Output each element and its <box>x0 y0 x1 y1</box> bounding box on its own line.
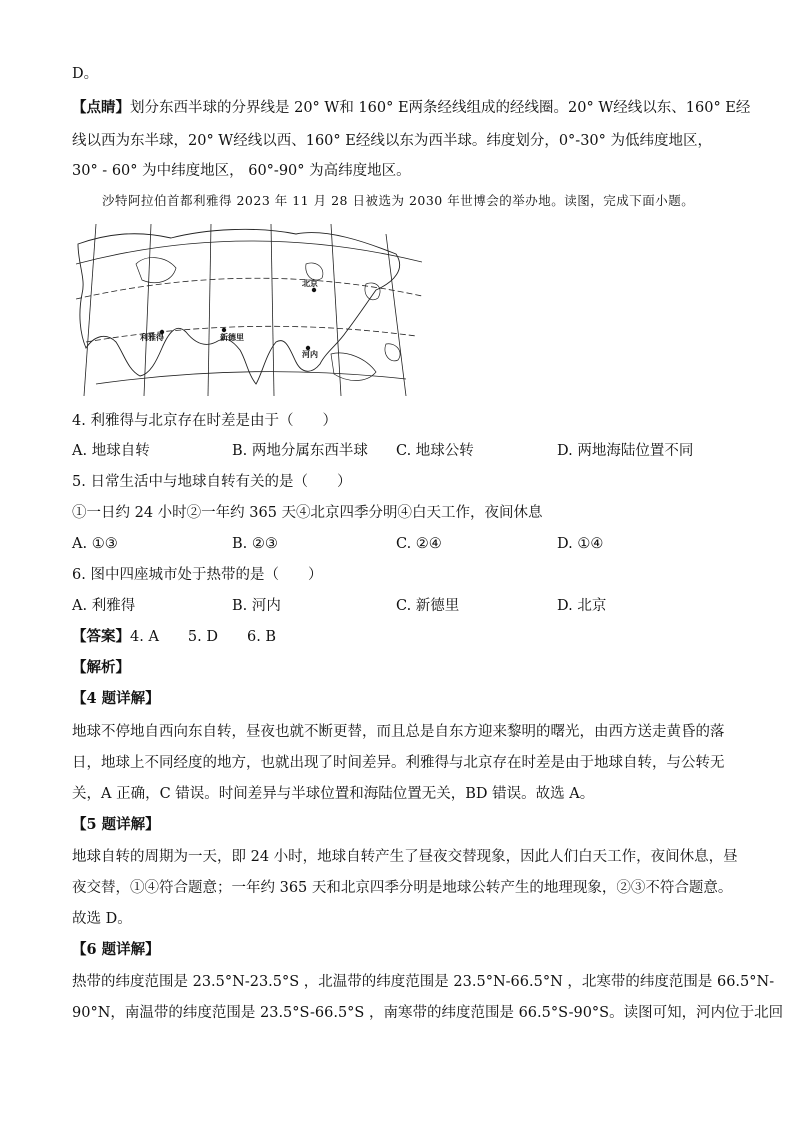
detail-6-line-2: 90°N，南温带的纬度范围是 23.5°S-66.5°S ，南寒带的纬度范围是 66.5°S-90°S。读图可知，河内位于北回 <box>72 1005 784 1021</box>
hanoi-label: 河内 <box>302 350 318 359</box>
q4-option-c: C. 地球公转 <box>396 443 474 459</box>
detail-6-title: 【6 题详解】 <box>72 941 160 958</box>
answer-tag: 【答案】 <box>72 628 130 645</box>
detail-4-title: 【4 题详解】 <box>72 690 160 707</box>
detail-4-line-3: 关，A 正确，C 错误。时间差异与半球位置和海陆位置无关，BD 错误。故选 A。 <box>72 786 595 802</box>
beijing-label: 北京 <box>302 279 318 288</box>
question-5-items: ①一日约 24 小时②一年约 365 天④北京四季分明④白天工作，夜间休息 <box>72 505 543 521</box>
answer-text: 4. A 5. D 6. B <box>130 629 277 645</box>
q5-option-b: B. ②③ <box>232 536 278 552</box>
key-point-line-1 <box>72 98 750 118</box>
question-5-stem: 5. 日常生活中与地球自转有关的是（ ） <box>72 474 352 490</box>
answer-letter: D。 <box>72 66 99 82</box>
detail-4-line-2: 日，地球上不同经度的地方，也就出现了时间差异。利雅得与北京存在时差是由于地球自转，与公转无 <box>72 755 725 771</box>
q5-option-d: D. ①④ <box>557 536 604 552</box>
map-caption: 沙特阿拉伯首都利雅得 2023 年 11 月 28 日被选为 2030 年世博会的举办地。读图，完成下面小题。 <box>102 193 695 208</box>
q4-option-b: B. 两地分属东西半球 <box>232 443 368 459</box>
riyadh-label: 利雅得 <box>140 333 164 342</box>
key-point-line-3: 30° - 60° 为中纬度地区， 60°-90° 为高纬度地区。 <box>72 163 411 179</box>
key-point-line-2: 线以西为东半球，20° W经线以西、160° E经线以东为西半球。纬度划分，0°-30° 为低纬度地区， <box>72 133 713 149</box>
q4-option-a: A. 地球自转 <box>72 443 150 459</box>
detail-5-line-1: 地球自转的周期为一天，即 24 小时，地球自转产生了昼夜交替现象，因此人们白天工作，夜间休息，昼 <box>72 849 738 865</box>
q6-option-a: A. 利雅得 <box>72 598 136 614</box>
answer-line <box>72 627 276 647</box>
detail-5-line-3: 故选 D。 <box>72 911 132 927</box>
q5-option-a: A. ①③ <box>72 536 118 552</box>
q6-option-b: B. 河内 <box>232 598 281 614</box>
asia-map <box>76 224 422 396</box>
beijing-dot <box>312 288 316 292</box>
analysis-heading: 【解析】 <box>72 659 130 676</box>
detail-5-line-2: 夜交替，①④符合题意；一年约 365 天和北京四季分明是地球公转产生的地理现象，②③不符合题意。 <box>72 880 733 896</box>
q6-option-d: D. 北京 <box>557 598 607 614</box>
key-point-tag: 【点睛】 <box>72 99 130 116</box>
detail-6-line-1: 热带的纬度范围是 23.5°N-23.5°S ，北温带的纬度范围是 23.5°N-66.5°N ，北寒带的纬度范围是 66.5°N- <box>72 974 775 990</box>
q5-option-c: C. ②④ <box>396 536 442 552</box>
newdelhi-dot <box>222 328 226 332</box>
q6-option-c: C. 新德里 <box>396 598 460 614</box>
question-4-stem: 4. 利雅得与北京存在时差是由于（ ） <box>72 413 337 429</box>
q4-option-d: D. 两地海陆位置不同 <box>557 443 694 459</box>
question-6-stem: 6. 图中四座城市处于热带的是（ ） <box>72 567 323 583</box>
detail-4-line-1: 地球不停地自西向东自转，昼夜也就不断更替，而且总是自东方迎来黎明的曙光，由西方送走黄昏的落 <box>72 724 725 740</box>
newdelhi-label: 新德里 <box>220 333 244 342</box>
key-point-text: 划分东西半球的分界线是 20° W和 160° E两条经线组成的经线圈。20° W经线以东、160° E经 <box>130 100 751 116</box>
detail-5-title: 【5 题详解】 <box>72 816 160 833</box>
